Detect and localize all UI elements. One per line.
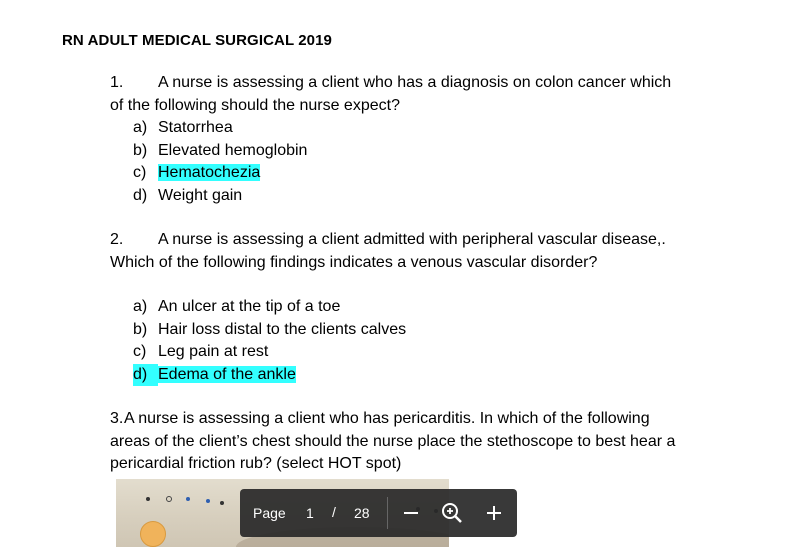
question-text-line: of the following should the nurse expect? (110, 96, 400, 114)
marker-dot (220, 501, 224, 505)
question-text-line: areas of the client’s chest should the nurse place the stethoscope to best hear a (110, 432, 676, 450)
question-text-line: A nurse is assessing a client admitted with peripheral vascular disease,. (158, 231, 666, 248)
zoom-out-icon (397, 499, 425, 527)
option-letter: b) (133, 141, 148, 159)
option-text: Statorrhea (158, 119, 233, 136)
current-page-input[interactable]: 1 (306, 505, 314, 521)
question-number: 3. (110, 410, 124, 427)
option-item (133, 319, 406, 342)
marker-dot (206, 499, 210, 503)
question-text-line: Which of the following findings indicates a venous vascular disorder? (110, 253, 598, 271)
zoom-icon (438, 499, 466, 527)
question-1-options (133, 117, 307, 207)
total-pages: 28 (354, 505, 370, 521)
option-text: Elevated hemoglobin (158, 141, 308, 159)
question-number: 2. (110, 231, 124, 248)
option-text-highlighted: Hematochezia (158, 164, 261, 181)
question-2 (110, 229, 730, 274)
question-text-line: A nurse is assessing a client who has pericarditis. In which of the following (124, 410, 650, 427)
marker-dot (186, 497, 190, 501)
option-text: Leg pain at rest (158, 343, 269, 360)
option-letter-highlighted: d) (133, 364, 158, 387)
option-text: Hair loss distal to the clients calves (158, 320, 407, 338)
option-item (133, 185, 307, 208)
document-title: RN ADULT MEDICAL SURGICAL 2019 (62, 32, 332, 49)
page-label: Page (253, 505, 286, 521)
page-separator: / (332, 504, 336, 520)
question-2-options (133, 296, 406, 386)
option-text-highlighted: Edema of the ankle (158, 365, 296, 383)
question-text-line: A nurse is assessing a client who has a diagnosis on colon cancer which (158, 74, 672, 91)
zoom-in-button[interactable] (480, 499, 508, 527)
option-text: An ulcer at the tip of a toe (158, 298, 341, 315)
option-item (133, 341, 406, 364)
option-letter: c) (133, 343, 147, 360)
option-letter: d) (133, 186, 148, 204)
option-item (133, 364, 406, 387)
option-item (133, 162, 307, 185)
question-number: 1. (110, 74, 124, 91)
zoom-fit-button[interactable] (438, 499, 466, 527)
sticker-circle (140, 521, 166, 547)
option-letter: c) (133, 164, 147, 181)
option-item (133, 117, 307, 140)
toolbar-divider (387, 497, 388, 529)
option-text: Weight gain (158, 186, 243, 204)
zoom-in-icon (480, 499, 508, 527)
option-letter: a) (133, 119, 148, 136)
question-text-line: pericardial friction rub? (select HOT spot) (110, 455, 402, 472)
question-3 (110, 408, 730, 476)
question-1 (110, 72, 730, 117)
marker-dot (166, 496, 172, 502)
option-letter: b) (133, 320, 148, 338)
option-letter: a) (133, 298, 148, 315)
zoom-out-button[interactable] (397, 499, 425, 527)
pdf-viewer-toolbar (240, 489, 517, 537)
option-item (133, 140, 307, 163)
option-item (133, 296, 406, 319)
marker-dot (146, 497, 150, 501)
